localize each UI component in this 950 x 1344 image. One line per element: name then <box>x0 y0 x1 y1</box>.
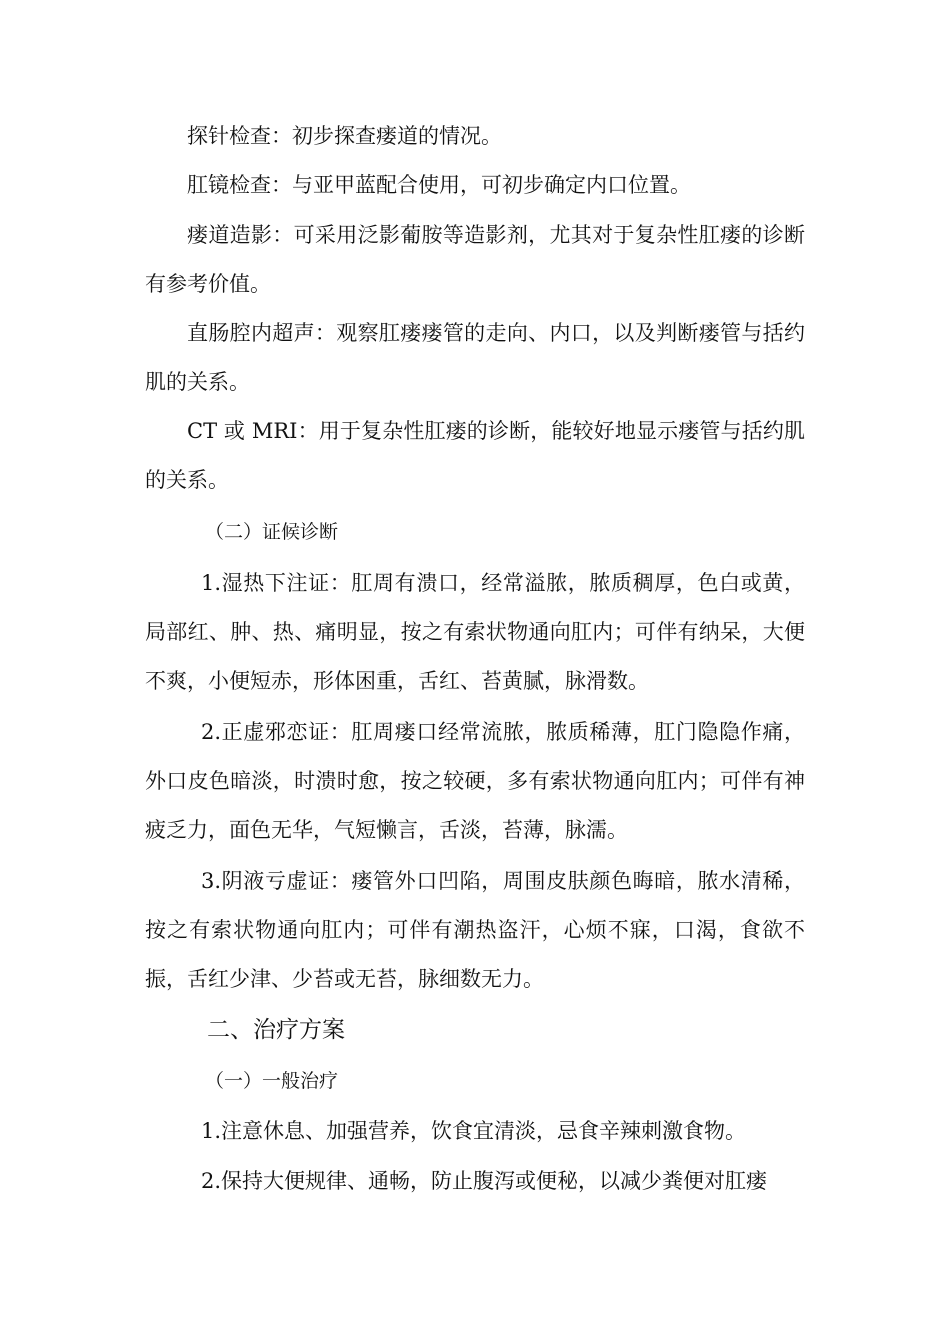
paragraph-fistulography: 瘘道造影：可采用泛影葡胺等造影剂，尤其对于复杂性肛瘘的诊断有参考价值。 <box>145 223 805 296</box>
paragraph-yin-deficiency: 3.阴液亏虚证：瘘管外口凹陷，周围皮肤颜色晦暗，脓水清稀，按之有索状物通向肛内；可伴有潮热盗汗，心烦不寐，口渴，食欲不振，舌红少津、少苔或无苔，脉细数无力。 <box>145 869 805 991</box>
section-heading-general-treatment: （一）一般治疗 <box>205 1070 339 1092</box>
section-heading-syndrome-diagnosis: （二）证候诊断 <box>205 521 339 543</box>
paragraph-ct-mri: CT 或 MRI：用于复杂性肛瘘的诊断，能较好地显示瘘管与括约肌的关系。 <box>145 419 805 492</box>
paragraph-deficiency: 2.正虚邪恋证：肛周瘘口经常流脓，脓质稀薄，肛门隐隐作痛，外口皮色暗淡，时溃时愈，按之较硬，多有索状物通向肛内；可伴有神疲乏力，面色无华，气短懒言，舌淡，苔薄，脉濡。 <box>145 720 805 842</box>
paragraph-bowel: 2.保持大便规律、通畅，防止腹泻或便秘，以减少粪便对肛瘘 <box>201 1169 768 1193</box>
paragraph-damp-heat: 1.湿热下注证：肛周有溃口，经常溢脓，脓质稠厚，色白或黄，局部红、肿、热、痛明显，按之有索状物通向肛内；可伴有纳呆，大便不爽，小便短赤，形体困重，舌红、苔黄腻，脉滑数。 <box>145 571 805 693</box>
paragraph-probe-exam: 探针检查：初步探查瘘道的情况。 <box>187 124 502 148</box>
paragraph-ultrasound: 直肠腔内超声：观察肛瘘瘘管的走向、内口，以及判断瘘管与括约肌的关系。 <box>145 321 805 394</box>
heading-treatment-plan: 二、治疗方案 <box>207 1017 345 1043</box>
paragraph-rest: 1.注意休息、加强营养，饮食宜清淡，忌食辛辣刺激食物。 <box>201 1119 747 1143</box>
paragraph-anoscopy: 肛镜检查：与亚甲蓝配合使用，可初步确定内口位置。 <box>187 173 691 197</box>
